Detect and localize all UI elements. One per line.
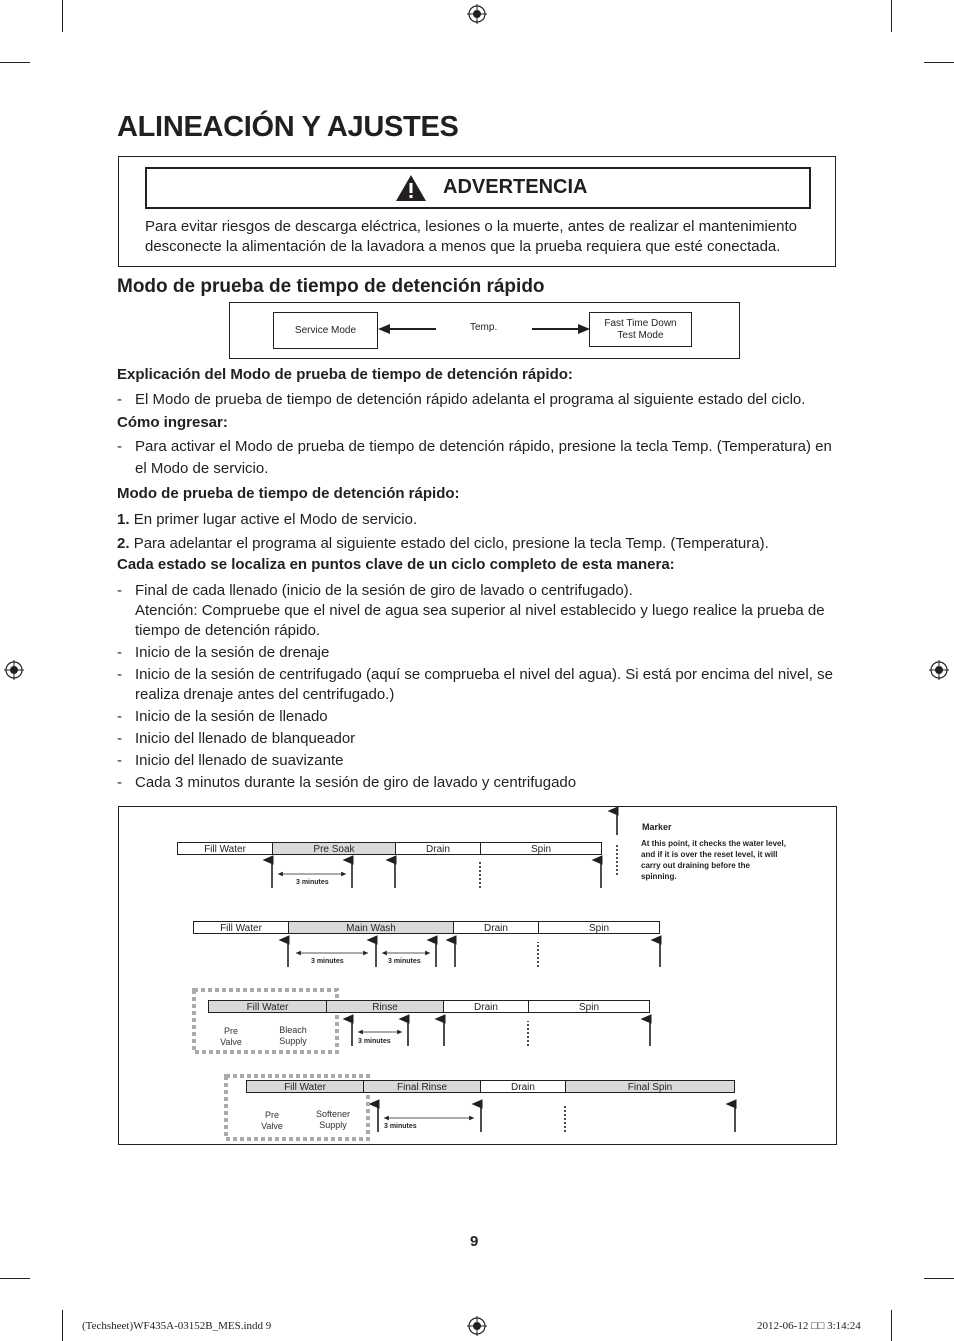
- step-1: 1. En primer lugar active el Modo de servicio.: [117, 511, 418, 528]
- explanation-heading: Explicación del Modo de prueba de tiempo de detención rápido:: [117, 366, 573, 383]
- step-2: 2. Para adelantar el programa al siguiente estado del ciclo, presione la tecla Temp. (Temperatura).: [117, 535, 769, 552]
- row3-drain: Drain: [443, 1000, 529, 1013]
- row3-rinse: Rinse: [326, 1000, 444, 1013]
- section-title: Modo de prueba de tiempo de detención rápido: [117, 276, 545, 297]
- service-mode-box: Service Mode: [273, 312, 378, 349]
- marker-note: At this point, it checks the water level, and if it is over the reset level, it will carry out draining before the spinning.: [641, 839, 786, 881]
- row4-drain: Drain: [480, 1080, 566, 1093]
- row3-fill-water: Fill Water: [208, 1000, 327, 1013]
- softener-supply-label: Softener Supply: [315, 1109, 351, 1130]
- row2-drain: Drain: [453, 921, 539, 934]
- keypoints-heading: Cada estado se localiza en puntos clave de un ciclo completo de esta manera:: [117, 556, 675, 573]
- warning-title: ADVERTENCIA: [443, 176, 588, 198]
- warning-text: Para evitar riesgos de descarga eléctrica, lesiones o la muerte, antes de realizar el mantenimiento desconecte la alimentación de la lavadora a menos que la prueba requiera que esté conectada.: [145, 218, 798, 255]
- row1-pre-soak: Pre Soak: [272, 842, 396, 855]
- three-minutes-label: 3 minutes: [311, 958, 344, 965]
- row2-main-wash: Main Wash: [288, 921, 454, 934]
- bleach-supply-label: Bleach Supply: [279, 1025, 307, 1046]
- mode-heading: Modo de prueba de tiempo de detención rápido:: [117, 485, 460, 502]
- row3-spin: Spin: [528, 1000, 650, 1013]
- row4-final-spin: Final Spin: [565, 1080, 735, 1093]
- pre-valve-label: Pre Valve: [220, 1026, 242, 1047]
- three-minutes-label: 3 minutes: [384, 1123, 417, 1130]
- temp-label: Temp.: [470, 322, 498, 333]
- row1-drain: Drain: [395, 842, 481, 855]
- footer-date: 2012-06-12 □□ 3:14:24: [757, 1320, 861, 1332]
- marker-label: Marker: [642, 822, 672, 832]
- row1-spin: Spin: [480, 842, 602, 855]
- three-minutes-label: 3 minutes: [358, 1038, 391, 1045]
- three-minutes-label: 3 minutes: [296, 879, 329, 886]
- row2-spin: Spin: [538, 921, 660, 934]
- pre-valve-label: Pre Valve: [261, 1110, 283, 1131]
- row1-fill-water: Fill Water: [177, 842, 273, 855]
- page-number: 9: [470, 1233, 479, 1250]
- row2-fill-water: Fill Water: [193, 921, 289, 934]
- three-minutes-label: 3 minutes: [388, 958, 421, 965]
- footer-file: (Techsheet)WF435A-03152B_MES.indd 9: [82, 1320, 272, 1332]
- row4-final-rinse: Final Rinse: [363, 1080, 481, 1093]
- row4-fill-water: Fill Water: [246, 1080, 364, 1093]
- how-heading: Cómo ingresar:: [117, 414, 228, 431]
- fast-time-down-box: Fast Time Down Test Mode: [589, 312, 692, 347]
- page-title: ALINEACIÓN Y AJUSTES: [117, 111, 459, 143]
